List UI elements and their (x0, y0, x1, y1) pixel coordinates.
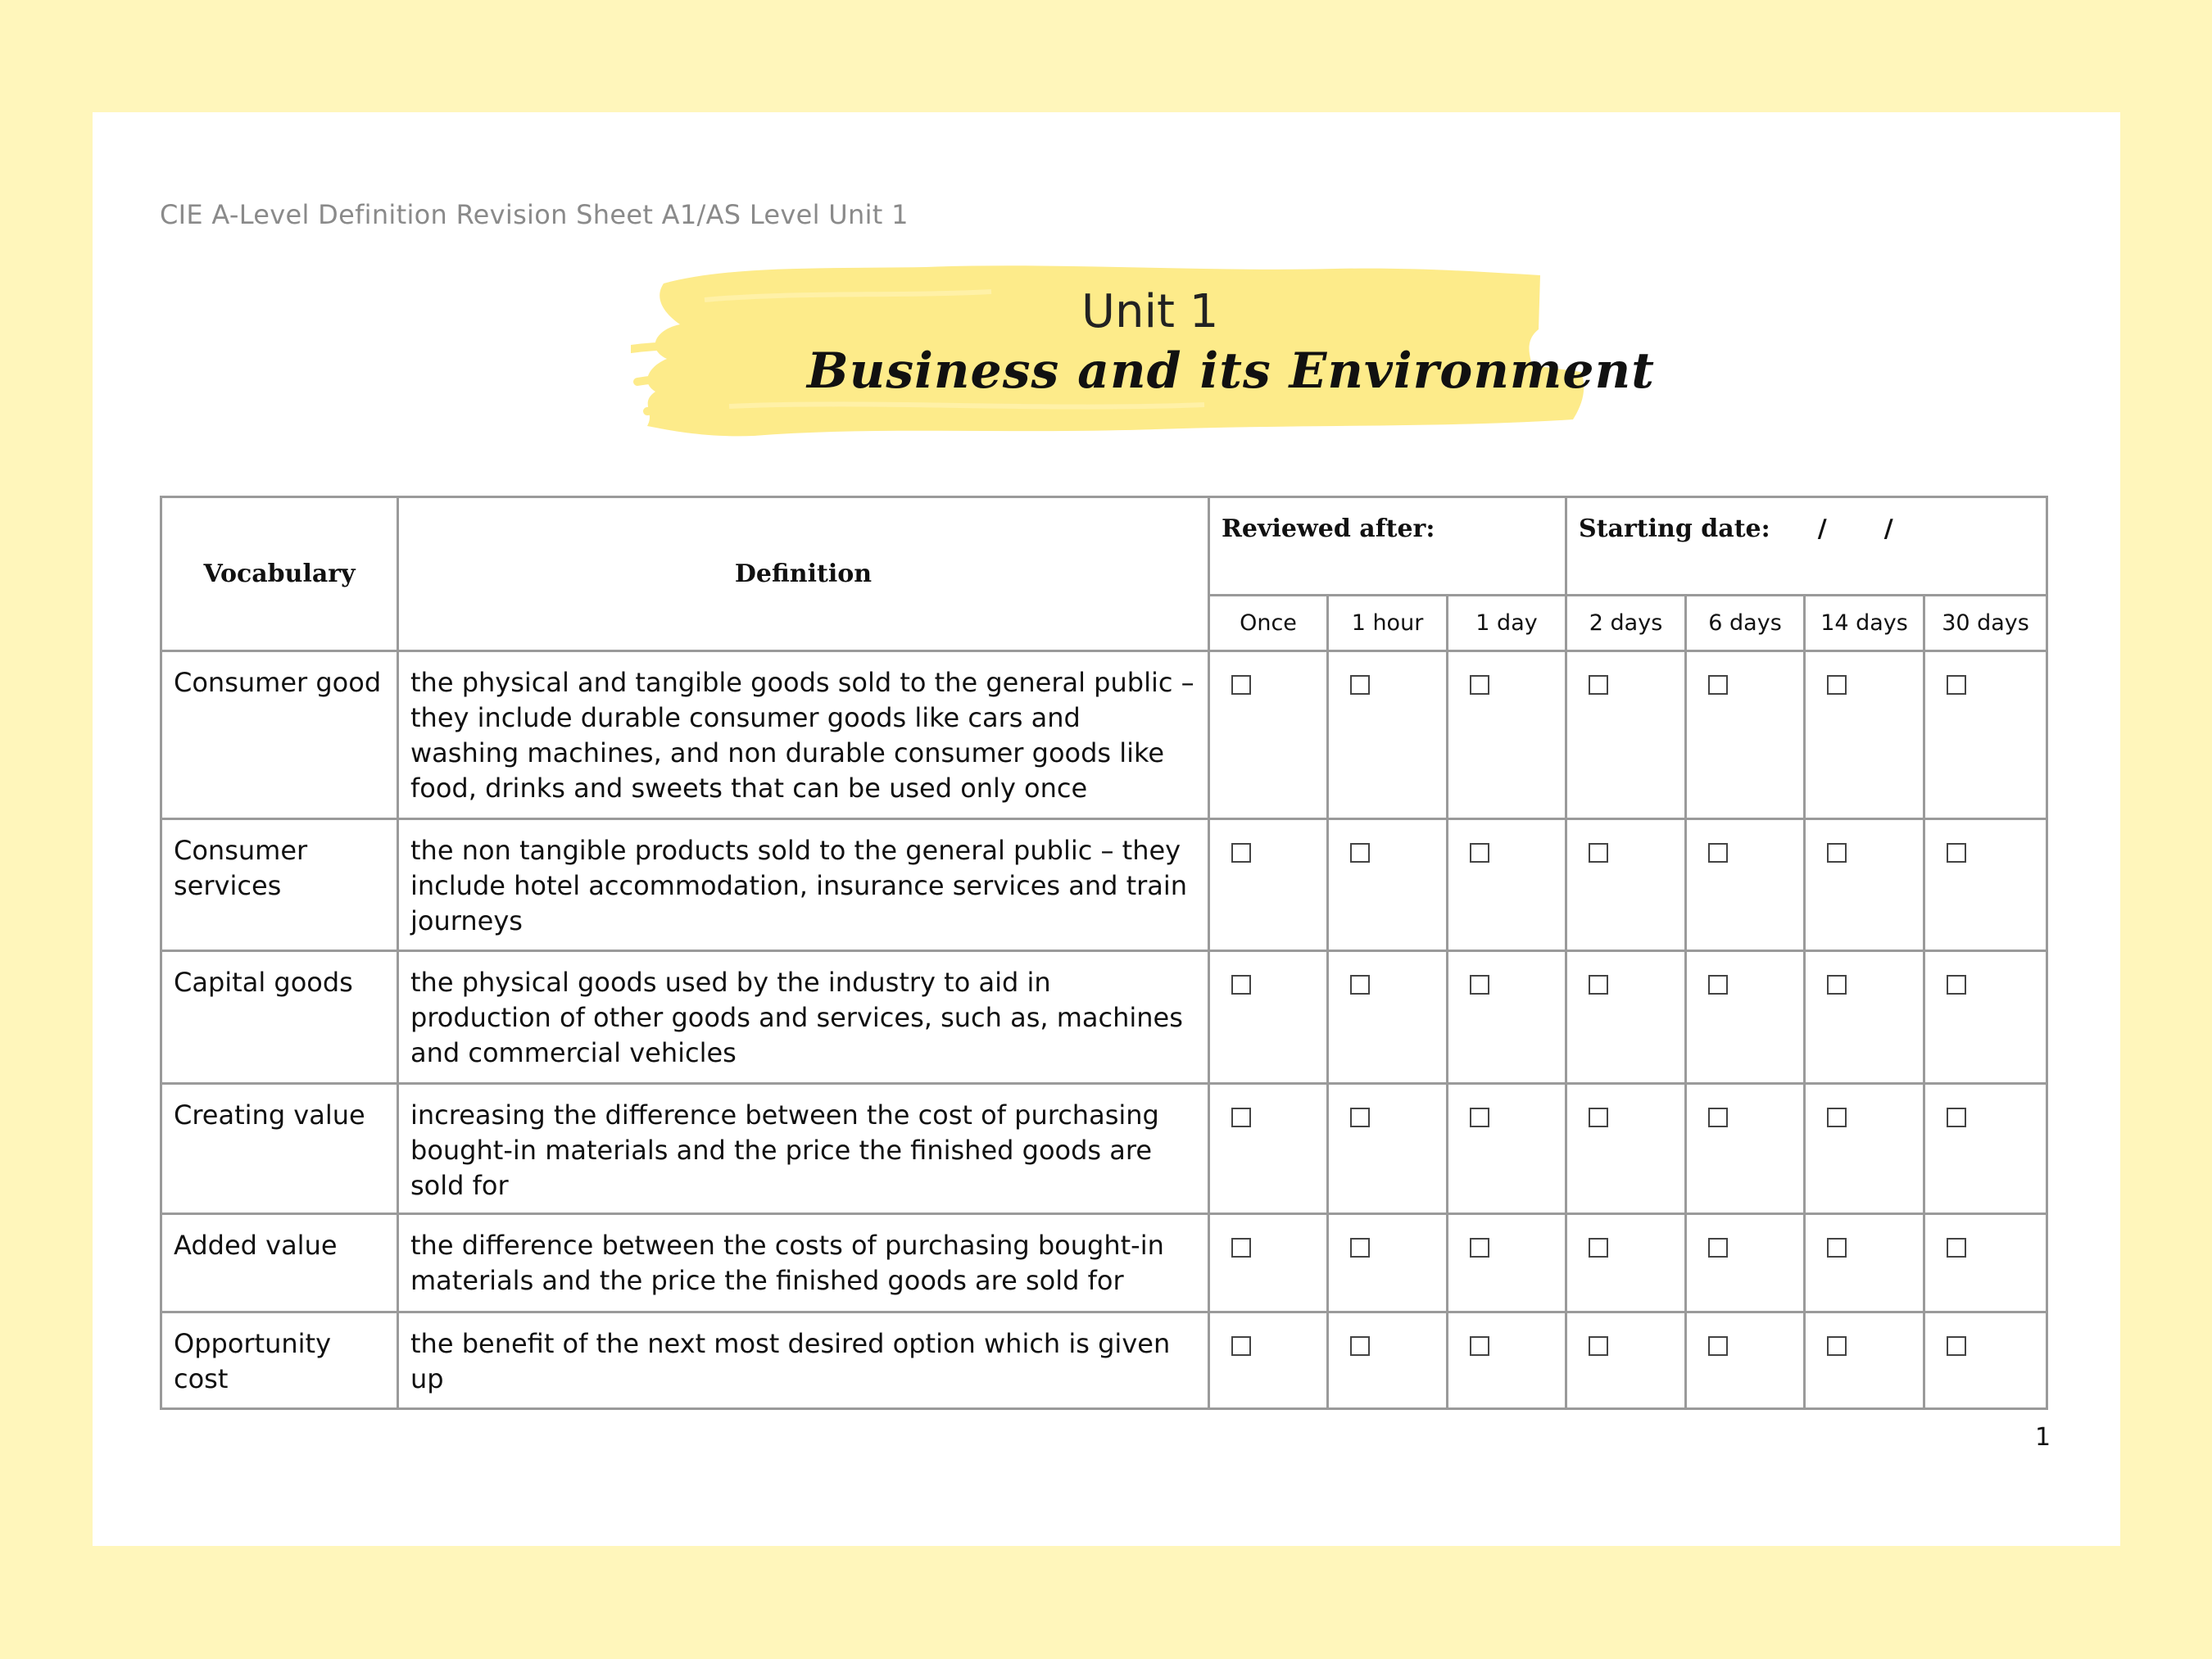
review-checkbox[interactable] (1947, 675, 1966, 695)
starting-date-label: Starting date: (1579, 514, 1770, 543)
review-checkbox[interactable] (1231, 843, 1251, 863)
review-checkbox[interactable] (1589, 1238, 1608, 1258)
interval-header: 14 days (1805, 596, 1924, 651)
review-checkbox[interactable] (1231, 1108, 1251, 1127)
vocabulary-term: Added value (161, 1214, 398, 1312)
review-checkbox[interactable] (1231, 675, 1251, 695)
vocabulary-term: Creating value (161, 1084, 398, 1214)
vocabulary-term: Consumer services (161, 819, 398, 951)
definition-text: the physical and tangible goods sold to the general public – they include durable consumer goods like cars and washing machines, and non durable consumer goods like food, drinks and sweets that can be used only once (398, 651, 1209, 819)
review-checkbox[interactable] (1708, 1108, 1728, 1127)
vocabulary-term: Opportunity cost (161, 1312, 398, 1409)
review-checkbox[interactable] (1708, 1336, 1728, 1356)
review-checkbox[interactable] (1827, 975, 1847, 995)
review-checkbox[interactable] (1350, 1238, 1370, 1258)
date-separator: / (1883, 514, 1893, 543)
page-number: 1 (2035, 1423, 2051, 1452)
review-checkbox[interactable] (1827, 1336, 1847, 1356)
unit-subtitle: Business and its Environment (807, 342, 1655, 400)
review-checkbox[interactable] (1827, 675, 1847, 695)
review-checkbox[interactable] (1470, 1336, 1489, 1356)
review-checkbox[interactable] (1947, 975, 1966, 995)
review-checkbox[interactable] (1947, 843, 1966, 863)
table-row (161, 1312, 2047, 1409)
table-row (161, 951, 2047, 1084)
review-checkbox[interactable] (1470, 843, 1489, 863)
interval-header: 30 days (1924, 596, 2047, 651)
definition-text: the difference between the costs of purchasing bought-in materials and the price the finished goods are sold for (398, 1214, 1209, 1312)
review-checkbox[interactable] (1231, 1238, 1251, 1258)
review-checkbox[interactable] (1350, 675, 1370, 695)
review-checkbox[interactable] (1350, 1336, 1370, 1356)
review-checkbox[interactable] (1827, 1238, 1847, 1258)
review-checkbox[interactable] (1589, 675, 1608, 695)
review-checkbox[interactable] (1350, 1108, 1370, 1127)
definition-text: the physical goods used by the industry to aid in production of other goods and services, such as, machines and commercial vehicles (398, 951, 1209, 1084)
starting-date-header (1566, 497, 2047, 596)
review-checkbox[interactable] (1708, 1238, 1728, 1258)
review-checkbox[interactable] (1827, 1108, 1847, 1127)
review-checkbox[interactable] (1708, 843, 1728, 863)
reviewed-after-header (1209, 497, 1566, 596)
review-checkbox[interactable] (1947, 1108, 1966, 1127)
interval-header: 1 day (1448, 596, 1566, 651)
review-checkbox[interactable] (1350, 975, 1370, 995)
review-checkbox[interactable] (1589, 975, 1608, 995)
review-checkbox[interactable] (1231, 975, 1251, 995)
table-row (161, 1084, 2047, 1214)
interval-header: 1 hour (1328, 596, 1448, 651)
review-checkbox[interactable] (1470, 1108, 1489, 1127)
definition-text: the benefit of the next most desired option which is given up (398, 1312, 1209, 1409)
reviewed-after-label: Reviewed after: (1222, 514, 1435, 543)
interval-header: Once (1209, 596, 1328, 651)
revision-table (160, 496, 2048, 1410)
unit-title: Unit 1 (1081, 285, 1219, 338)
definition-text: increasing the difference between the cost of purchasing bought-in materials and the price the finished goods are sold for (398, 1084, 1209, 1214)
vocabulary-term: Capital goods (161, 951, 398, 1084)
column-header-definition: Definition (398, 497, 1209, 651)
review-checkbox[interactable] (1231, 1336, 1251, 1356)
review-checkbox[interactable] (1350, 843, 1370, 863)
definition-text: the non tangible products sold to the general public – they include hotel accommodation, insurance services and train journeys (398, 819, 1209, 951)
review-checkbox[interactable] (1947, 1336, 1966, 1356)
review-checkbox[interactable] (1947, 1238, 1966, 1258)
interval-header: 6 days (1686, 596, 1805, 651)
interval-header: 2 days (1566, 596, 1686, 651)
table-row (161, 1214, 2047, 1312)
table-row (161, 819, 2047, 951)
document-header: CIE A-Level Definition Revision Sheet A1/AS Level Unit 1 (160, 199, 909, 230)
review-checkbox[interactable] (1589, 1108, 1608, 1127)
review-checkbox[interactable] (1470, 675, 1489, 695)
review-checkbox[interactable] (1708, 675, 1728, 695)
table-row (161, 651, 2047, 819)
date-separator: / (1817, 514, 1827, 543)
review-checkbox[interactable] (1470, 1238, 1489, 1258)
review-checkbox[interactable] (1827, 843, 1847, 863)
column-header-vocabulary: Vocabulary (161, 497, 398, 651)
vocabulary-term: Consumer good (161, 651, 398, 819)
review-checkbox[interactable] (1708, 975, 1728, 995)
review-checkbox[interactable] (1589, 1336, 1608, 1356)
review-checkbox[interactable] (1589, 843, 1608, 863)
review-checkbox[interactable] (1470, 975, 1489, 995)
